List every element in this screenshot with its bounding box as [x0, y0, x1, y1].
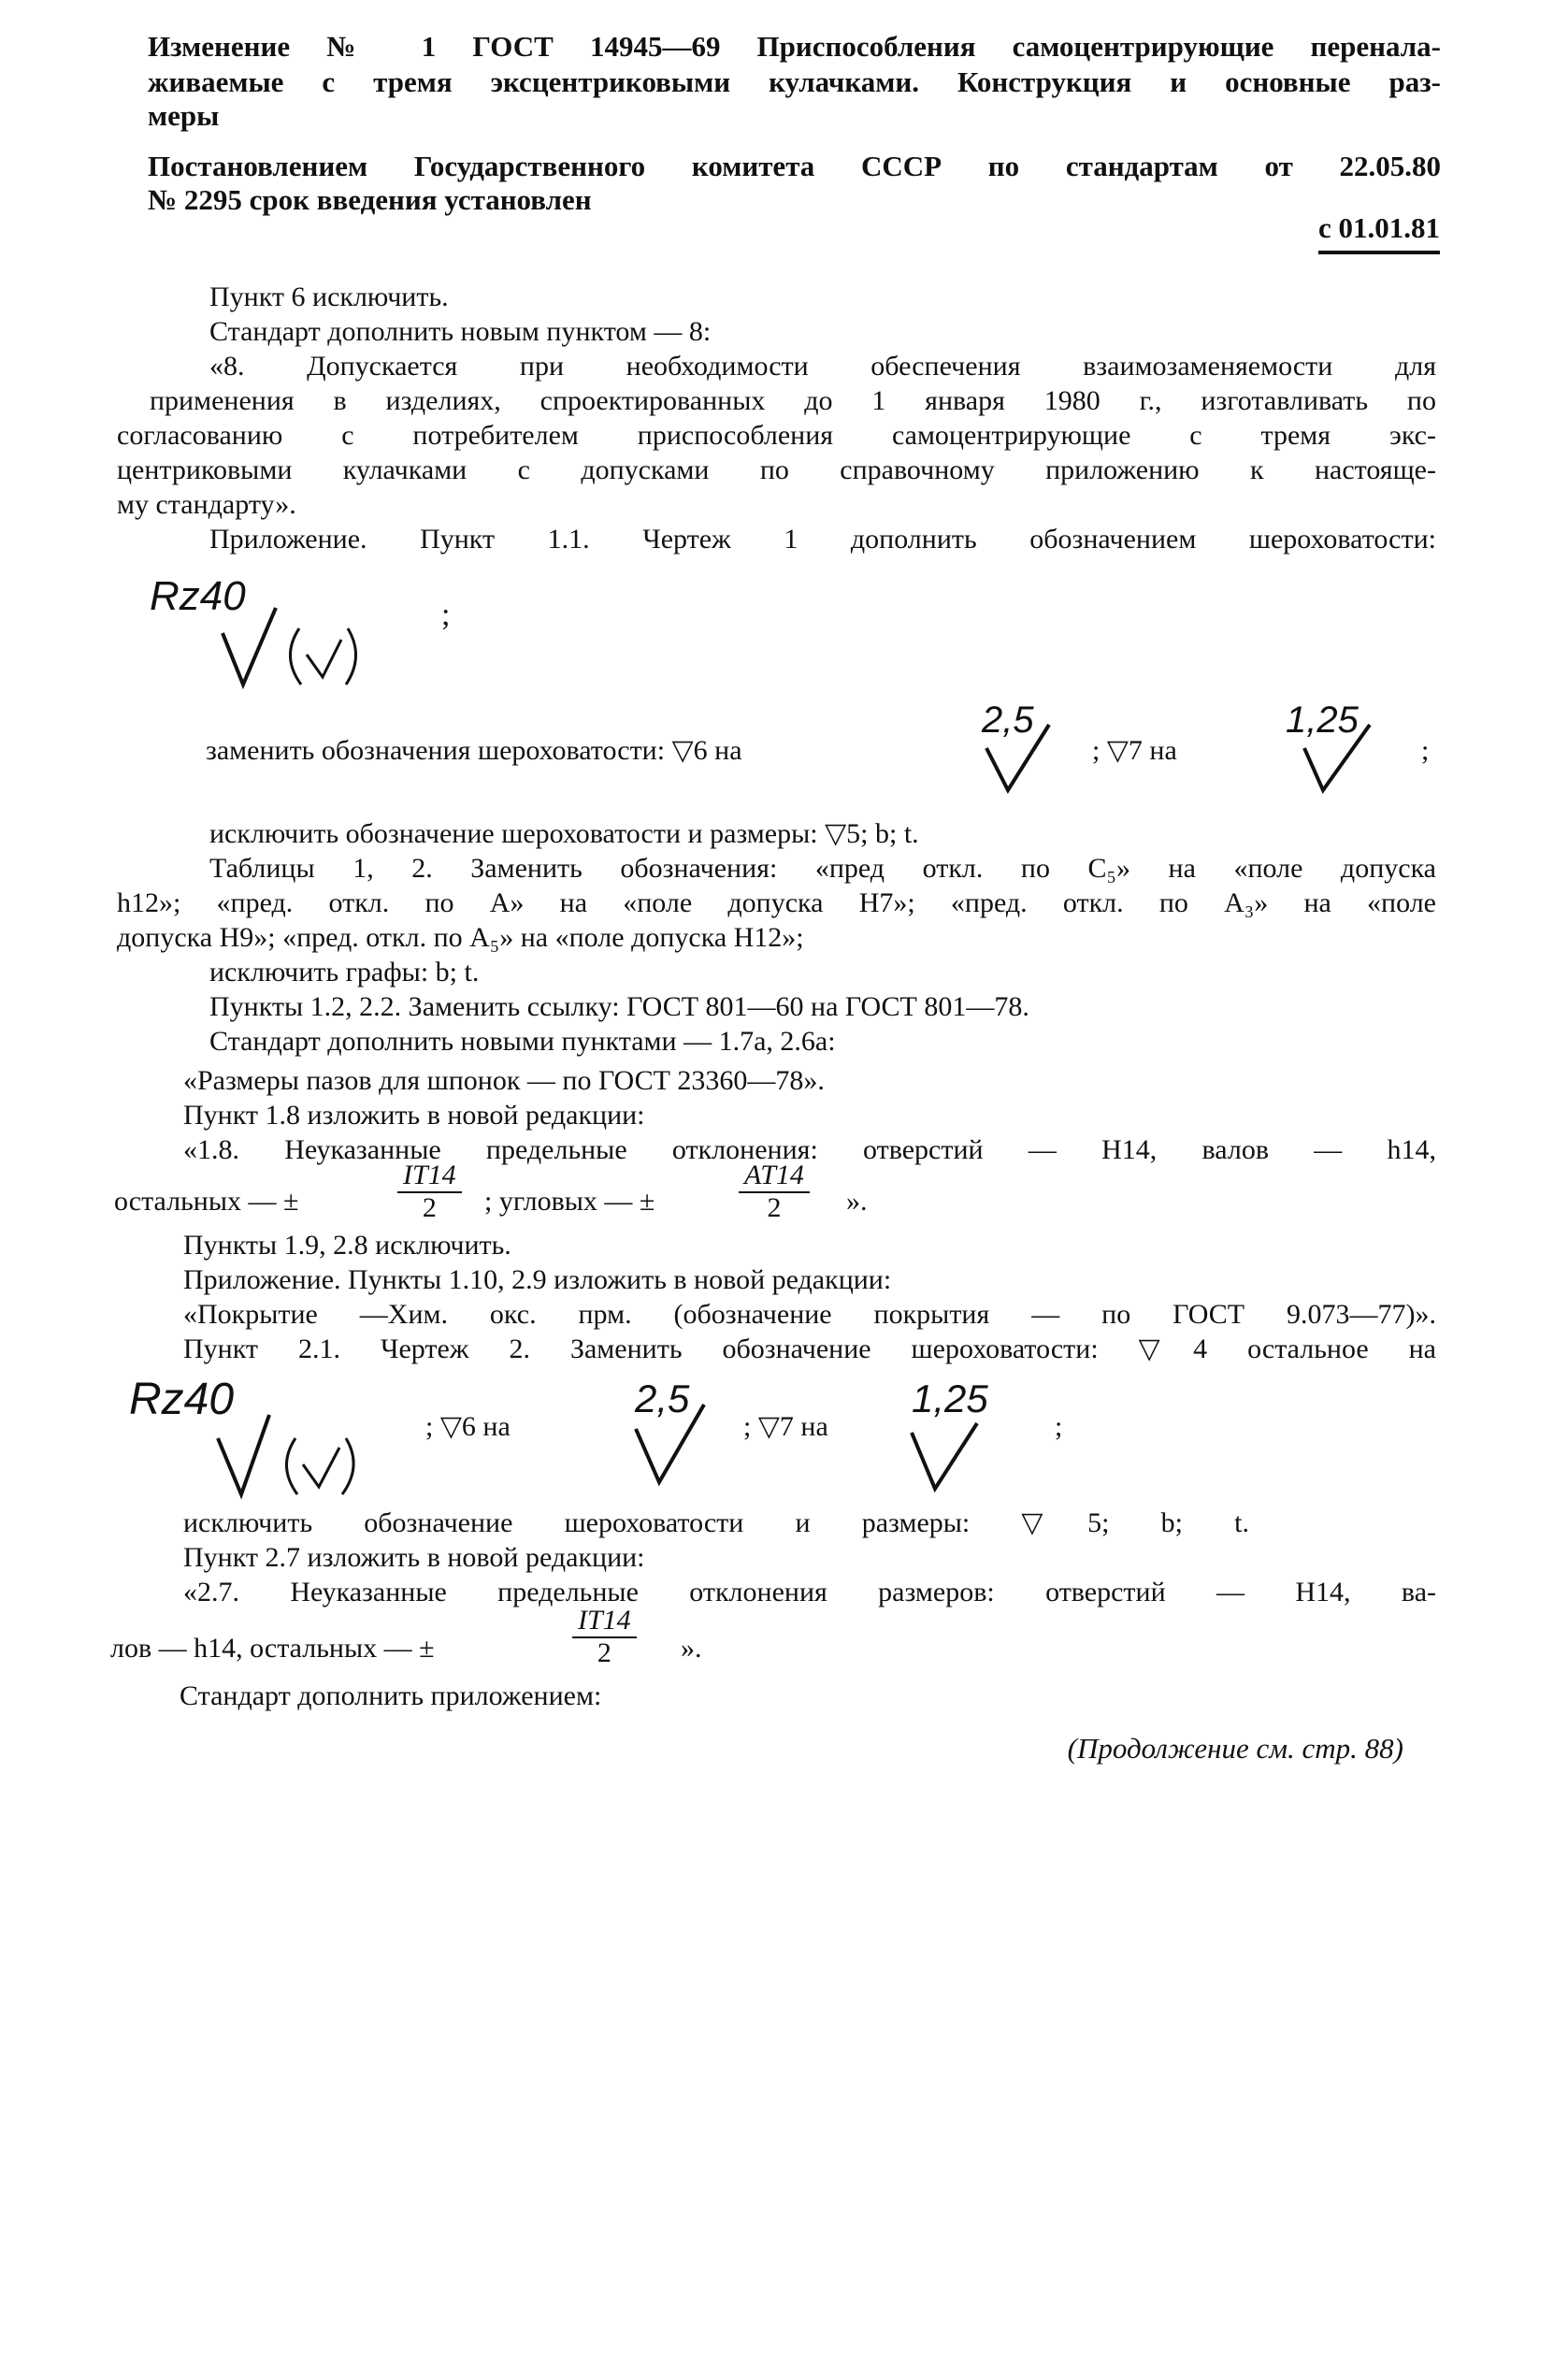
text-line: «Покрытие —Хим. окс. прм. (обозначение покрытия — по ГОСТ 9.073—77)».: [183, 1299, 1436, 1330]
text-line: допуска H9»; «пред. откл. по A₅» на «поле допуска H12»;: [117, 922, 804, 953]
text-line: Приложение. Пункты 1.10, 2.9 изложить в новой редакции:: [183, 1264, 892, 1295]
fraction-it14: $\frac{IT14}{2}$: [397, 1160, 462, 1223]
text-line: ».: [846, 1186, 868, 1217]
roughness-label: Rz40: [129, 1375, 235, 1424]
roughness-symbol-2-5: [972, 697, 1075, 800]
roughness-symbol-1-25: [902, 1375, 1024, 1496]
text-line: Приложение. Пункт 1.1. Чертеж 1 дополнить обозначением шероховатости:: [209, 524, 1436, 555]
roughness-label: 2,5: [635, 1377, 690, 1420]
fraction-at14: $\frac{AT14}{2}$: [739, 1160, 810, 1223]
text-line: заменить обозначения шероховатости: ▽6 на: [206, 735, 742, 766]
text-line: исключить обозначение шероховатости и размеры: ▽5; b; t.: [209, 818, 919, 849]
text-line: ; ▽6 на: [425, 1411, 511, 1442]
text-line: применения в изделиях, спроектированных до 1 января 1980 г., изготавливать по: [150, 385, 1436, 416]
roughness-symbol-2-5: [622, 1375, 725, 1487]
text-line: Пункты 1.9, 2.8 исключить.: [183, 1230, 511, 1261]
semicolon: ;: [1421, 735, 1430, 766]
text-line: h12»; «пред. откл. по A» на «поле допуска H7»; «пред. откл. по A₃» на «поле: [117, 887, 1436, 918]
roughness-symbol-1-25: [1276, 697, 1398, 800]
text-line: «Размеры пазов для шпонок — по ГОСТ 23360—78».: [183, 1065, 825, 1096]
text-line: Пункты 1.2, 2.2. Заменить ссылку: ГОСТ 801—60 на ГОСТ 801—78.: [209, 991, 1029, 1022]
effective-date: с 01.01.81: [1318, 211, 1440, 254]
text-line: Стандарт дополнить приложением:: [180, 1680, 602, 1711]
text-line: му стандарту».: [117, 489, 296, 520]
title-line-3: меры: [148, 99, 220, 132]
roughness-label: Rz40: [150, 573, 246, 619]
text-line: центриковыми кулачками с допусками по справочному приложению к настояще-: [117, 454, 1436, 485]
semicolon: ;: [1055, 1411, 1063, 1442]
text-line: ».: [681, 1633, 702, 1664]
decree-line-2: № 2295 срок введения установлен: [148, 183, 592, 216]
text-line: Пункт 2.7 изложить в новой редакции:: [183, 1542, 645, 1573]
text-line: Таблицы 1, 2. Заменить обозначения: «пред откл. по C₅» на «поле допуска: [209, 853, 1436, 884]
text-line: Стандарт дополнить новыми пунктами — 1.7a, 2.6a:: [209, 1026, 836, 1057]
text-line: ; угловых — ±: [484, 1186, 655, 1217]
text-line: лов — h14, остальных — ±: [110, 1633, 435, 1664]
title-line-2: живаемые с тремя эксцентриковыми кулачками. Конструкция и основные раз-: [148, 65, 1441, 98]
continuation-note: (Продолжение см. стр. 88): [1067, 1732, 1403, 1765]
roughness-label: 1,25: [1286, 699, 1359, 741]
semicolon: ;: [441, 598, 451, 632]
text-line: остальных — ±: [114, 1186, 299, 1217]
text-line: «8. Допускается при необходимости обеспечения взаимозаменяемости для: [209, 351, 1436, 382]
text-line: Пункт 2.1. Чертеж 2. Заменить обозначение шероховатости: ▽4 остальное на: [183, 1333, 1436, 1364]
text-line: согласованию с потребителем приспособления самоцентрирующие с тремя экс-: [117, 420, 1436, 451]
text-line: Пункт 6 исключить.: [209, 281, 449, 312]
roughness-label: 2,5: [982, 699, 1034, 741]
text-line: «2.7. Неуказанные предельные отклонения размеров: отверстий — H14, ва-: [183, 1577, 1436, 1607]
title-line-1: Изменение № 1 ГОСТ 14945—69 Приспособления самоцентрирующие перенала-: [148, 30, 1441, 63]
text-line: исключить обозначение шероховатости и размеры: ▽5; b; t.: [183, 1507, 1249, 1538]
roughness-label: 1,25: [912, 1377, 988, 1420]
text-line: ; ▽7 на: [743, 1411, 828, 1442]
text-line: «1.8. Неуказанные предельные отклонения: отверстий — H14, валов — h14,: [183, 1134, 1436, 1165]
decree-line-1: Постановлением Государственного комитета СССР по стандартам от 22.05.80: [148, 150, 1441, 182]
fraction-it14: $\frac{IT14}{2}$: [572, 1605, 637, 1668]
roughness-symbol-rz40: [150, 572, 458, 694]
text-line: исключить графы: b; t.: [209, 957, 480, 987]
text-line: Пункт 1.8 изложить в новой редакции:: [183, 1100, 645, 1131]
roughness-symbol-rz40: [129, 1373, 438, 1504]
text-line: ; ▽7 на: [1092, 735, 1177, 766]
text-line: Стандарт дополнить новым пунктом — 8:: [209, 316, 712, 347]
